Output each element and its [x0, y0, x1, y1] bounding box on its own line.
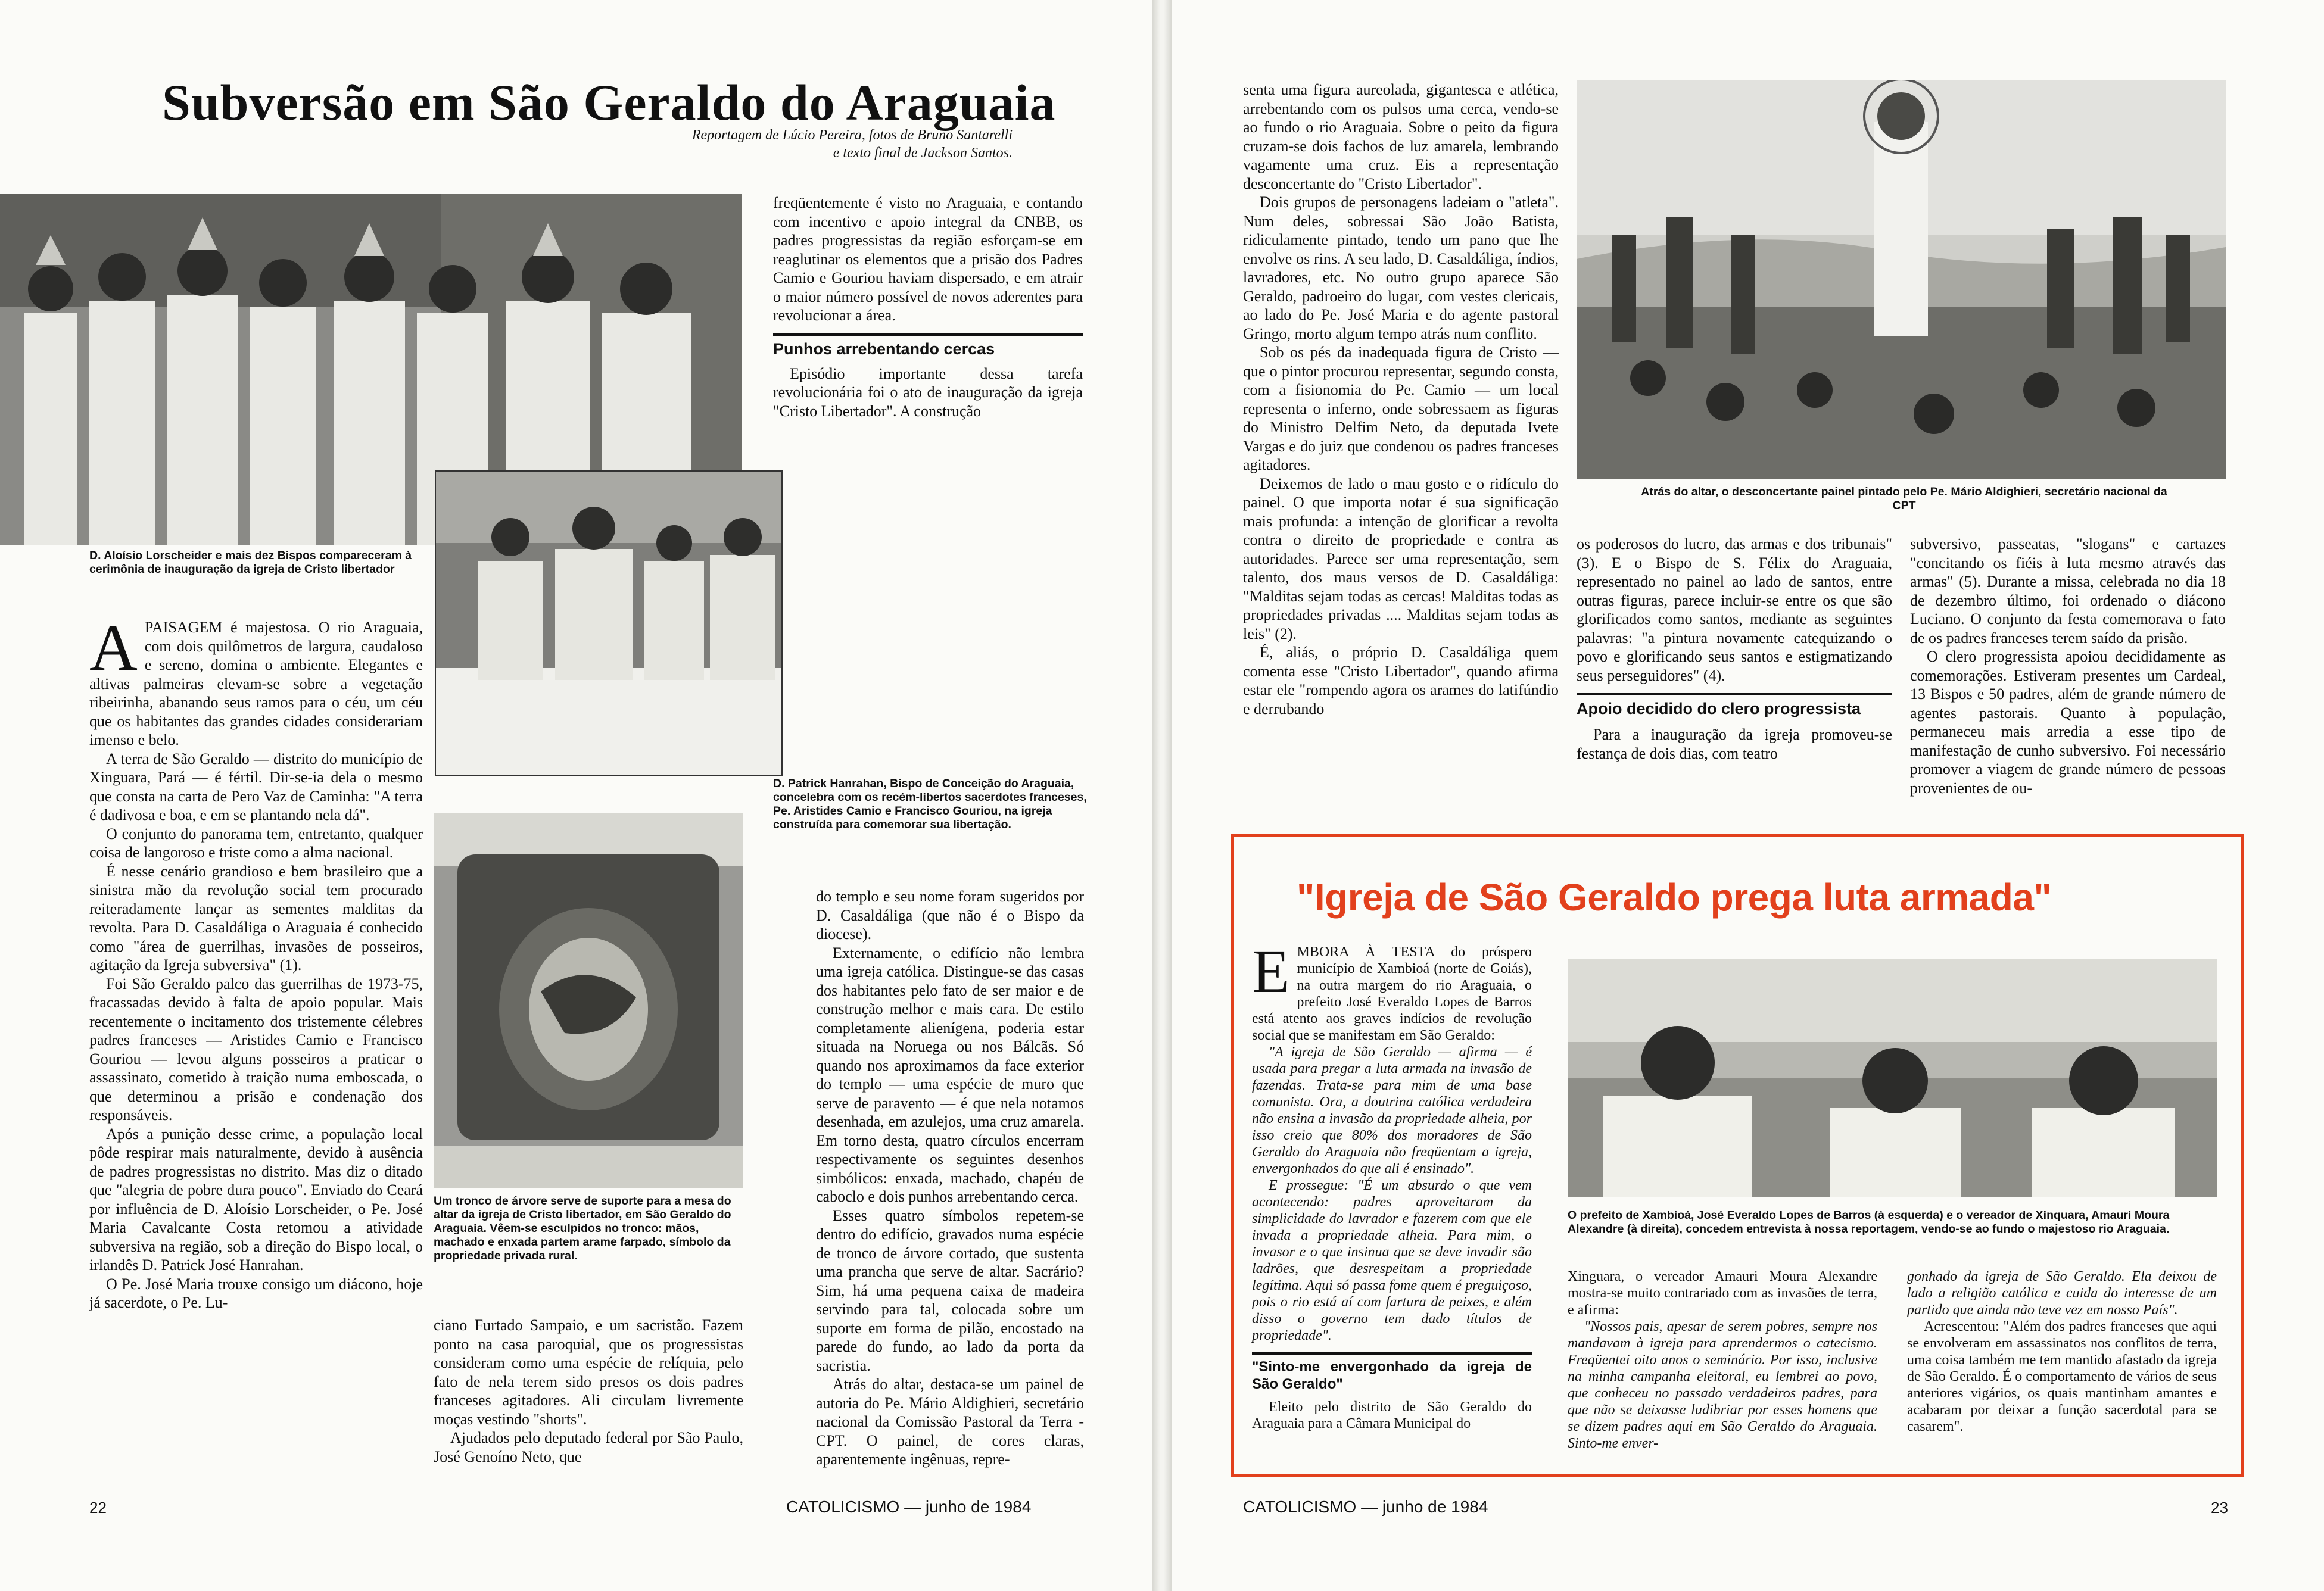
- photo-altar-painting-image: [1577, 80, 2226, 479]
- quote-paragraph: gonhado da igreja de São Geraldo. Ela deixou de lado a religião católica e cuida do interesse de um partido que ainda não teve vez em nosso País".: [1907, 1269, 2217, 1318]
- quote-paragraph: E prossegue: "É um absurdo o que vem acontecendo: padres aproveitaram da simplicidade do lavrador e fazerem com que ele invada a propriedade alheia. Para mim, o invasor e o que insinua que se deve invadir são ladrões, que desrespeitam a propriedade legítima. Aqui só passa fome quem é preguiçoso, pois o rio está aí com fartura de peixes, e além disso o governo tem dado títulos de propriedade".: [1252, 1178, 1532, 1343]
- paragraph: Foi São Geraldo palco das guerrilhas de 1973-75, fracassadas devido à falta de apoio popular. Mais recentemente o incitamento dos tristemente célebres padres franceses — Aristides Camio e Francisco Gouriou — levou alguns posseiros a praticar o assassinato, cometido à traição numa emboscada, o que determinou a prisão e condenação dos responsáveis.: [89, 975, 423, 1124]
- paragraph: Episódio importante dessa tarefa revolucionária foi o ato de inauguração da igreja "Cristo Libertador". A construção: [773, 364, 1083, 420]
- left-page: [0, 0, 1152, 1591]
- paragraph: Esses quatro símbolos repetem-se dentro do edifício, gravados numa espécie de tronco de árvore cortado, que sustenta uma prancha que serve de altar. Sacrário? Sim, há uma pequena caixa de madeira servindo para tal, colocada sobre um suporte em forma de pilão, encostado na parede do fundo, ao lado da porta da sacristia.: [816, 1206, 1084, 1374]
- subheading-apoio: Apoio decidido do clero progressista: [1577, 693, 1892, 718]
- paragraph: MBORA À TESTA do próspero município de Xambioá (norte de Goiás), na outra margem do rio Araguaia, o prefeito José Everaldo Lopes de Barros está atento aos graves indícios de revolução social que se manifestam em São Geraldo:: [1252, 944, 1532, 1043]
- subheading-punhos: Punhos arrebentando cercas: [773, 333, 1083, 358]
- caption-bishops: D. Aloísio Lorscheider e mais dez Bispos compareceram à cerimônia de inauguração da igreja de Cristo libertador: [89, 549, 412, 576]
- paragraph: Sob os pés da inadequada figura de Cristo — que o pintor procurou representar, segundo consta, com a fisionomia do Pe. Camio — um local representa o inferno, onde sobressaem as figuras do Ministro Delfim Neto, da deputada Ivete Vargas e do juiz que condenou os padres franceses agitadores.: [1243, 344, 1559, 473]
- right-column-2: [1577, 535, 1892, 763]
- paragraph: Deixemos de lado o mau gosto e o ridículo do painel. O que importa notar é sua significação mais profunda: a intenção de glorificar a revolta contra o direito de propriedade e contra as autoridades. Parece ser uma representação, sem talento, dos maus versos de D. Casaldáliga: "Malditas sejam todas as cercas! Malditas todas as propriedades privadas .... Malditas sejam todas as leis" (2).: [1243, 475, 1559, 642]
- paragraph: Acrescentou: "Além dos padres franceses que aqui se envolveram em assassinatos nos conflitos de terra, uma coisa também me tem mantido afastado da igreja de São Geraldo. É o comportamento de vários de seus anteriores vigários, os quais mantinham amantes e acabaram por deixar a função sacerdotal para se casarem".: [1907, 1319, 2217, 1434]
- paragraph: Para a inauguração da igreja promoveu-se festança de dois dias, com teatro: [1577, 726, 1892, 762]
- paragraph: PAISAGEM é majestosa. O rio Araguaia, com dois quilômetros de largura, caudaloso e sereno, domina o ambiente. Elegantes e altivas palmeiras elevam-se sobre a vegetação ribeirinha, abanando seus ramos para o céu, um céu que os habitantes das grandes cidades considerariam imenso e belo.: [89, 619, 423, 748]
- paragraph: A terra de São Geraldo — distrito do município de Xinguara, Pará — é fértil. Dir-se-ia dela o mesmo que consta na carta de Pero Vaz de Caminha: "A terra é dadivosa e boa, e em se plantando nela dá".: [89, 750, 423, 823]
- footer-right: CATOLICISMO — junho de 1984: [1243, 1498, 1488, 1516]
- article-title: Subversão em São Geraldo do Araguaia: [162, 74, 1056, 131]
- paragraph: os poderosos do lucro, das armas e dos tribunais" (3). E o Bispo de S. Félix do Araguaia, representado no painel ao lado de santos, entre outras figuras, parece incluir-se entre os que são glorificados como santos, mediante as seguintes palavras: "a pintura novamente catequizando o povo e glorificando seus santos e estigmatizando seus perseguidores" (4).: [1577, 535, 1892, 684]
- right-column-3: [1910, 535, 2226, 797]
- box-column-2: [1568, 1268, 1877, 1452]
- right-page: [1172, 0, 2324, 1591]
- paragraph: O conjunto do panorama tem, entretanto, qualquer coisa de langoroso e triste como a alma nacional.: [89, 825, 423, 861]
- right-column-1: [1243, 80, 1559, 718]
- paragraph: O Pe. José Maria trouxe consigo um diácono, hoje já sacerdote, o Pe. Lu-: [89, 1275, 423, 1311]
- paragraph: Ajudados pelo deputado federal por São Paulo, José Genoíno Neto, que: [434, 1429, 743, 1465]
- page-number-right: 23: [2211, 1499, 2228, 1517]
- left-column-1: [89, 611, 423, 1312]
- paragraph: Dois grupos de personagens ladeiam o "atleta". Num deles, sobressai São João Batista, ridiculamente pintado, tendo um pano que lhe envolve os rins. A seu lado, D. Casaldáliga, índios, lavradores, etc. No outro grupo aparece São Geraldo, padroeiro do lugar, com vestes clericais, ao lado do Pe. José Maria e do agente pastoral Gringo, morto algum tempo atrás num conflito.: [1243, 194, 1559, 342]
- photo-concelebration-image: [436, 472, 781, 775]
- paragraph: O clero progressista apoiou decididamente as comemorações. Estiveram presentes um Cardeal, 13 Bispos e 50 padres, além de grande número de agentes pastorais. Quanto à população, permaneceu mais arredia a esse tipo de manifestação de cunho subversivo. Foi necessário promover a viagem de grande número de pessoas provenientes de ou-: [1910, 648, 2226, 797]
- photo-interview-image: [1568, 959, 2217, 1197]
- paragraph: Atrás do altar, destaca-se um painel de autoria do Pe. Mário Aldighieri, secretário nacional da Comissão Pastoral da Terra - CPT. O painel, de cores claras, aparentemente ingênuas, repre-: [816, 1375, 1084, 1468]
- byline: [536, 126, 1013, 162]
- photo-altar-painting: [1577, 80, 2226, 479]
- left-column-3-bottom: [816, 887, 1084, 1469]
- paragraph: freqüentemente é visto no Araguaia, e contando com incentivo e apoio integral da CNBB, os padres progressistas da região esforçam-se em reaglutinar os elementos que a prisão dos Padres Camio e Gouriou haviam dispersado, e em atrair o maior número possível de novos aderentes para revolucionar a área.: [773, 194, 1083, 324]
- sidebar-box-title: "Igreja de São Geraldo prega luta armada": [1297, 876, 2052, 919]
- page-number-left: 22: [89, 1499, 107, 1517]
- photo-altar-trunk: [434, 813, 743, 1188]
- paragraph: Eleito pelo distrito de São Geraldo do Araguaia para a Câmara Municipal do: [1252, 1399, 1532, 1431]
- paragraph: senta uma figura aureolada, gigantesca e atlética, arrebentando com os pulsos uma cerca, vendo-se ao fundo o rio Araguaia. Sobre o peito da figura cruzam-se dois fachos de luz amarela, lembrando vagamente uma cruz. Eis a representação desconcertante do "Cristo Libertador".: [1243, 81, 1559, 192]
- byline-line-2: e texto final de Jackson Santos.: [833, 145, 1013, 161]
- paragraph: Após a punição desse crime, a população local pôde respirar mais naturalmente, devido à ausência de padres progressistas no distrito. Mas diz o ditado que "alegria de pobre dura pouco". Enviado do Ceará por influência de D. Aloísio Lorscheider, o Pe. José Maria Cavalcante Costa retomou a atividade subversiva na região, sob a direção do Bispo local, o irlandês D. Patrick José Hanrahan.: [89, 1125, 423, 1274]
- paragraph: ciano Furtado Sampaio, e um sacristão. Fazem ponto na casa paroquial, que os progressistas consideram como uma espécie de relíquia, pelo fato de nela terem sido presos os dois padres franceses agitadores. Ali circulam livremente moças vestindo "shorts".: [434, 1317, 743, 1428]
- photo-altar-trunk-image: [434, 813, 743, 1188]
- dropcap-e: E: [1252, 937, 1290, 1006]
- byline-line-1: Reportagem de Lúcio Pereira, fotos de Bruno Santarelli: [691, 127, 1013, 143]
- caption-painting: Atrás do altar, o desconcertante painel pintado pelo Pe. Mário Aldighieri, secretário nacional da CPT: [1641, 485, 2167, 512]
- paragraph: É nesse cenário grandioso e bem brasileiro que a sinistra mão da revolução social tem procurado reiteradamente lançar as sementes malditas da revolta. Para D. Casaldáliga o Araguaia é conhecido como "área de guerrilhas, invasões de posseiros, agitação da Igreja subversiva" (1).: [89, 862, 423, 974]
- page-gutter: [1152, 0, 1172, 1591]
- subheading-sinto-me: "Sinto-me envergonhado da igreja de São Geraldo": [1252, 1352, 1532, 1393]
- paragraph: É, aliás, o próprio D. Casaldáliga quem comenta esse "Cristo Libertador", quando afirma estar ele "rompendo agora os arames do latifúndio e derrubando: [1243, 644, 1559, 717]
- paragraph: Xinguara, o vereador Amauri Moura Alexandre mostra-se muito contrariado com as invasões de terra, e afirma:: [1568, 1269, 1877, 1318]
- photo-interview: [1568, 959, 2217, 1197]
- caption-interview: O prefeito de Xambioá, José Everaldo Lopes de Barros (à esquerda) e o vereador de Xinquara, Amauri Moura Alexandre (à direita), concedem entrevista à nossa reportagem, vendo-se ao fundo o majestoso rio Araguaia.: [1568, 1209, 2170, 1236]
- caption-concelebration: D. Patrick Hanrahan, Bispo de Conceição do Araguaia, concelebra com os recém-libertos sacerdotes franceses, Pe. Aristides Camio e Francisco Gouriou, na igreja construída para comemorar sua libertação.: [773, 777, 1087, 831]
- paragraph: Externamente, o edifício não lembra uma igreja católica. Distingue-se das casas dos habitantes pelo fato de ser maior e de construção melhor e mais cara. De estilo completamente alienígena, poderia estar situada na Noruega ou nos Bálcãs. Só quando nos aproximamos da face exterior do templo — uma espécie de muro que serve de paravento — é que nela notamos desenhada, em azulejos, uma cruz amarela. Em torno desta, quatro círculos encerram respectivamente os seguintes desenhos simbólicos: enxada, machado, chapéu de caboclo e dois punhos arrebentando cerca.: [816, 944, 1084, 1205]
- box-column-1: [1252, 937, 1532, 1432]
- photo-concelebration: [435, 470, 783, 776]
- left-column-3-top: [773, 194, 1083, 420]
- footer-left: CATOLICISMO — junho de 1984: [786, 1498, 1032, 1516]
- quote-paragraph: "A igreja de São Geraldo — afirma — é usada para pregar a luta armada na invasão de fazendas. Trata-se para mim de uma base comunista. Ora, a doutrina católica verdadeira não ensina a invasão da propriedade alheia, por isso creio que 80% dos moradores de São Geraldo do Araguaia não freqüentam a igreja, envergonhados do que ali é ensinado".: [1252, 1044, 1532, 1177]
- paragraph: do templo e seu nome foram sugeridos por D. Casaldáliga (que não é o Bispo da diocese).: [816, 888, 1084, 943]
- dropcap-a: A: [89, 611, 138, 685]
- caption-altar-trunk: Um tronco de árvore serve de suporte para a mesa do altar da igreja de Cristo libertador, em São Geraldo do Araguaia. Vêem-se esculpidos no tronco: mãos, machado e enxada partem arame farpado, símbolo da propriedade privada rural.: [434, 1194, 731, 1262]
- box-column-3: [1907, 1268, 2217, 1435]
- left-column-2: [434, 1316, 743, 1466]
- paragraph: subversivo, passeatas, "slogans" e cartazes "concitando os fiéis à luta mesmo através das armas" (5). Durante a missa, celebrada no dia 18 de dezembro último, foi ordenado o diácono Luciano. O conjunto da festa comemorava o fato de os padres franceses terem saído da prisão.: [1910, 535, 2226, 647]
- quote-paragraph: "Nossos pais, apesar de serem pobres, sempre nos mandavam à igreja para aprendermos o catecismo. Freqüentei oito anos o seminário. Por isso, inclusive na minha campanha eleitoral, eu lembrei ao povo, que conheceu no passado verdadeiros padres, para que não se deixasse ludibriar por esses homens que se dizem padres aqui em São Geraldo do Araguaia. Sinto-me enver-: [1568, 1319, 1877, 1451]
